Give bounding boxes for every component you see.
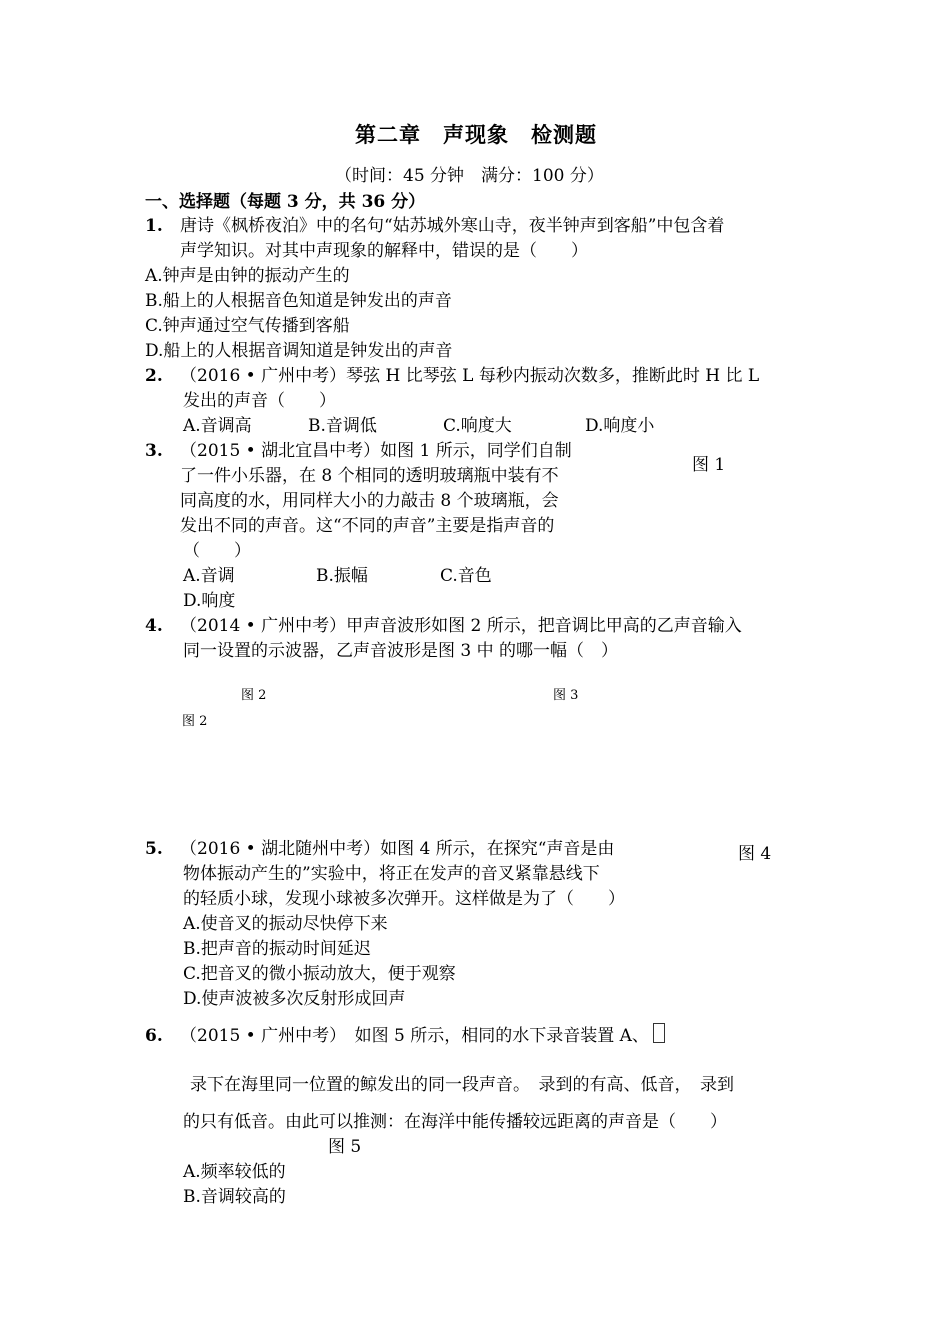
question-text: （2014 • 广州中考）甲声音波形如图 2 所示，把音调比甲高的乙声音输入: [180, 616, 742, 636]
question-text: 唐诗《枫桥夜泊》中的名句“姑苏城外寒山寺，夜半钟声到客船”中包含着: [180, 216, 725, 236]
page-title: 第二章 声现象 检测题: [355, 122, 597, 147]
option-d: D.船上的人根据音调知道是钟发出的声音: [145, 341, 453, 361]
option-c: C.把音叉的微小振动放大，便于观察: [183, 964, 456, 984]
question-text: 了一件小乐器，在 8 个相同的透明玻璃瓶中装有不: [180, 466, 559, 486]
option-a: A.使音叉的振动尽快停下来: [183, 914, 388, 934]
option-c: C.音色: [440, 566, 492, 586]
option-a: A.钟声是由钟的振动产生的: [145, 266, 350, 286]
question-text: 同一设置的示波器，乙声音波形是图 3 中 的哪一幅（ ）: [183, 641, 619, 661]
question-text: 录下在海里同一位置的鲸发出的同一段声音。 录到的有高、低音， 录到: [190, 1075, 734, 1095]
figure-placeholder-icon: [653, 1023, 665, 1043]
page-subtitle: （时间：45 分钟 满分：100 分）: [335, 166, 604, 186]
question-text: 发出的声音（ ）: [183, 391, 336, 411]
question-text: 发出不同的声音。这“不同的声音”主要是指声音的: [180, 516, 555, 536]
figure-3-label: 图 3: [553, 688, 579, 703]
section-heading: 一、选择题（每题 3 分，共 36 分）: [145, 192, 426, 212]
option-b: B.船上的人根据音色知道是钟发出的声音: [145, 291, 452, 311]
option-c: C.响度大: [443, 416, 512, 436]
option-d: D.使声波被多次反射形成回声: [183, 989, 406, 1009]
question-number: 2.: [145, 366, 163, 386]
option-b: B.把声音的振动时间延迟: [183, 939, 371, 959]
figure-2-label: 图 2: [241, 688, 267, 703]
question-number: 6.: [145, 1026, 163, 1046]
figure-4-label: 图 4: [738, 844, 772, 864]
question-number: 1.: [145, 216, 163, 236]
question-text: 声学知识。对其中声现象的解释中，错误的是（ ）: [180, 241, 588, 261]
figure-5-label: 图 5: [328, 1137, 362, 1157]
question-text: 的只有低音。由此可以推测：在海洋中能传播较远距离的声音是（ ）: [183, 1112, 727, 1132]
question-text: （ ）: [183, 541, 251, 561]
question-number: 4.: [145, 616, 163, 636]
question-number: 3.: [145, 441, 163, 461]
question-text: （2015 • 湖北宜昌中考）如图 1 所示，同学们自制: [180, 441, 572, 461]
question-text: （2015 • 广州中考） 如图 5 所示，相同的水下录音装置 A、: [180, 1026, 649, 1046]
figure-1-label: 图 1: [692, 455, 726, 475]
option-d: D.响度小: [585, 416, 655, 436]
question-text: （2016 • 湖北随州中考）如图 4 所示，在探究“声音是由: [180, 839, 615, 859]
question-text: 的轻质小球，发现小球被多次弹开。这样做是为了（ ）: [183, 889, 625, 909]
option-a: A.频率较低的: [183, 1162, 286, 1182]
question-text: （2016 • 广州中考）琴弦 H 比琴弦 L 每秒内振动次数多，推断此时 H 比 L: [180, 366, 760, 386]
question-text: 物体振动产生的”实验中，将正在发声的音叉紧靠悬线下: [183, 864, 600, 884]
question-number: 5.: [145, 839, 163, 859]
option-c: C.钟声通过空气传播到客船: [145, 316, 350, 336]
option-d: D.响度: [183, 591, 236, 611]
question-text: 同高度的水，用同样大小的力敲击 8 个玻璃瓶，会: [180, 491, 559, 511]
option-b: B.音调低: [308, 416, 377, 436]
figure-2-label-alt: 图 2: [182, 714, 208, 729]
option-a: A.音调: [183, 566, 235, 586]
option-b: B.振幅: [316, 566, 368, 586]
option-a: A.音调高: [183, 416, 252, 436]
option-b: B.音调较高的: [183, 1187, 286, 1207]
